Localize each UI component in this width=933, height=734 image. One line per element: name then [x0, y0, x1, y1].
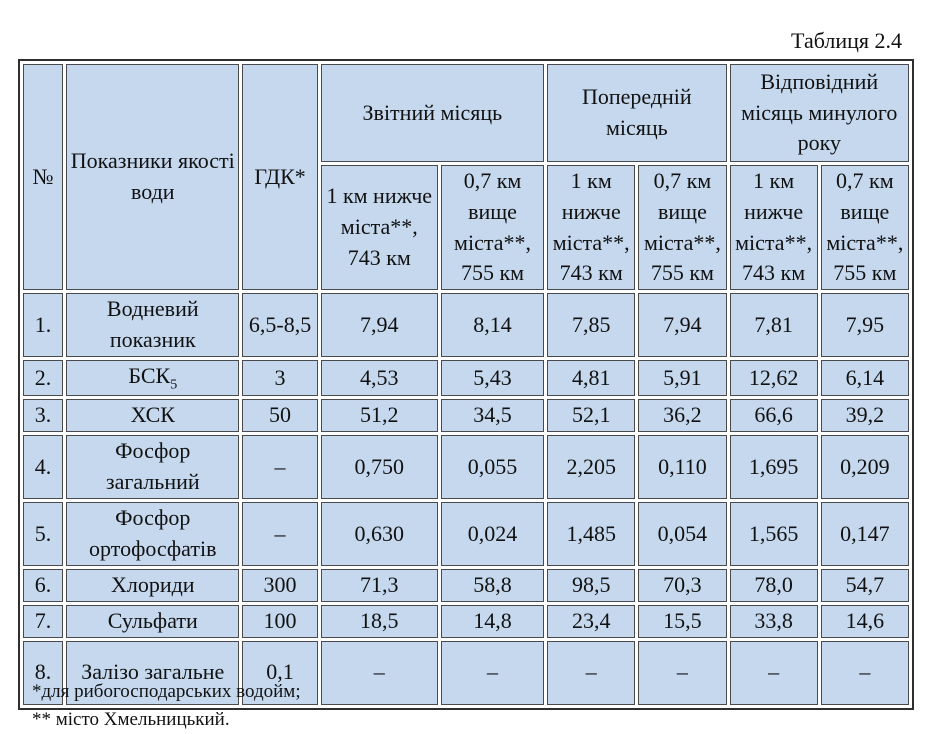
subheader-below: 1 км нижче міста**, 743 км [321, 165, 438, 290]
measurement-value: 0,147 [821, 502, 909, 566]
row-number: 4. [23, 435, 63, 499]
row-number: 2. [23, 360, 63, 396]
row-number: 7. [23, 605, 63, 638]
measurement-value: 1,695 [730, 435, 818, 499]
measurement-value: 23,4 [547, 605, 635, 638]
subheader-below: 1 км нижче міста**, 743 км [730, 165, 818, 290]
gdk-value: – [242, 502, 317, 566]
measurement-value: 0,110 [638, 435, 726, 499]
measurement-value: 7,94 [321, 293, 438, 357]
header-indicator: Показники якості води [66, 64, 239, 290]
measurement-value: 5,43 [441, 360, 544, 396]
measurement-value: 0,750 [321, 435, 438, 499]
water-quality-table [18, 59, 914, 710]
measurement-value: 7,95 [821, 293, 909, 357]
indicator-name-text: Хлориди [110, 571, 195, 597]
measurement-value: 14,8 [441, 605, 544, 638]
measurement-value: 7,85 [547, 293, 635, 357]
subheader-above: 0,7 км вище міста**, 755 км [638, 165, 726, 290]
gdk-value: – [242, 435, 317, 499]
measurement-value: – [321, 641, 438, 705]
measurement-value: 51,2 [321, 399, 438, 432]
table-body [23, 293, 909, 704]
gdk-value: 6,5-8,5 [242, 293, 317, 357]
measurement-value: 6,14 [821, 360, 909, 396]
row-number: 3. [23, 399, 63, 432]
gdk-value: 300 [242, 569, 317, 602]
subheader-above: 0,7 км вище міста**, 755 км [821, 165, 909, 290]
row-number: 6. [23, 569, 63, 602]
measurement-value: 36,2 [638, 399, 726, 432]
gdk-value: 3 [242, 360, 317, 396]
measurement-value: 66,6 [730, 399, 818, 432]
row-number: 5. [23, 502, 63, 566]
measurement-value: 33,8 [730, 605, 818, 638]
measurement-value: 39,2 [821, 399, 909, 432]
indicator-name-text: ХСК [130, 402, 175, 428]
measurement-value: 70,3 [638, 569, 726, 602]
measurement-value: – [547, 641, 635, 705]
row-number: 1. [23, 293, 63, 357]
footnotes [32, 678, 301, 734]
indicator-name [66, 605, 239, 638]
measurement-value: 1,565 [730, 502, 818, 566]
indicator-name-subscript: 5 [170, 377, 178, 393]
subheader-above: 0,7 км вище міста**, 755 км [441, 165, 544, 290]
table-row [23, 605, 909, 638]
header-gdk: ГДК* [242, 64, 317, 290]
header-group-current: Звітний місяць [321, 64, 545, 162]
measurement-value: 0,209 [821, 435, 909, 499]
measurement-value: 8,14 [441, 293, 544, 357]
gdk-value: 0,1 [242, 641, 317, 705]
indicator-name [66, 569, 239, 602]
table-row [23, 569, 909, 602]
measurement-value: 0,024 [441, 502, 544, 566]
measurement-value: 34,5 [441, 399, 544, 432]
measurement-value: 0,054 [638, 502, 726, 566]
indicator-name-text: Сульфати [107, 607, 198, 633]
measurement-value: 71,3 [321, 569, 438, 602]
table-row [23, 502, 909, 566]
indicator-name-text: Залізо загальне [81, 659, 225, 685]
indicator-name-text: Водневий показник [106, 296, 199, 353]
indicator-name-text: Фосфор загальний [105, 438, 200, 494]
measurement-value: 98,5 [547, 569, 635, 602]
indicator-name [66, 399, 239, 432]
measurement-value: 18,5 [321, 605, 438, 638]
measurement-value: 1,485 [547, 502, 635, 566]
measurement-value: 0,630 [321, 502, 438, 566]
header-group-previous: Попередній місяць [547, 64, 726, 162]
measurement-value: – [821, 641, 909, 705]
gdk-value: 50 [242, 399, 317, 432]
indicator-name [66, 435, 239, 499]
table-row [23, 293, 909, 357]
header-group-last-year: Відповідний місяць минулого року [730, 64, 909, 162]
table-row [23, 399, 909, 432]
indicator-name-text: Фосфор ортофосфатів [89, 505, 217, 561]
indicator-name [66, 502, 239, 566]
measurement-value: 5,91 [638, 360, 726, 396]
indicator-name [66, 293, 239, 357]
table-row [23, 435, 909, 499]
table-caption: Таблиця 2.4 [791, 28, 902, 53]
measurement-value: 7,94 [638, 293, 726, 357]
measurement-value: 52,1 [547, 399, 635, 432]
measurement-value: 12,62 [730, 360, 818, 396]
measurement-value: 4,81 [547, 360, 635, 396]
measurement-value: 78,0 [730, 569, 818, 602]
measurement-value: 15,5 [638, 605, 726, 638]
table-row [23, 360, 909, 396]
measurement-value: 14,6 [821, 605, 909, 638]
subheader-below: 1 км нижче міста**, 743 км [547, 165, 635, 290]
measurement-value: 0,055 [441, 435, 544, 499]
gdk-value: 100 [242, 605, 317, 638]
measurement-value: 54,7 [821, 569, 909, 602]
footnote-2: ** місто Хмельницький. [32, 709, 230, 730]
row-number: 8. [23, 641, 63, 705]
header-num: № [23, 64, 63, 290]
measurement-value: – [730, 641, 818, 705]
measurement-value: – [441, 641, 544, 705]
indicator-name-text: БСК [128, 363, 171, 389]
indicator-name [66, 360, 239, 396]
measurement-value: – [638, 641, 726, 705]
footnote-1: *для рибогосподарських водойм; [32, 681, 301, 702]
measurement-value: 58,8 [441, 569, 544, 602]
measurement-value: 4,53 [321, 360, 438, 396]
measurement-value: 2,205 [547, 435, 635, 499]
header-row-1 [23, 64, 909, 162]
measurement-value: 7,81 [730, 293, 818, 357]
